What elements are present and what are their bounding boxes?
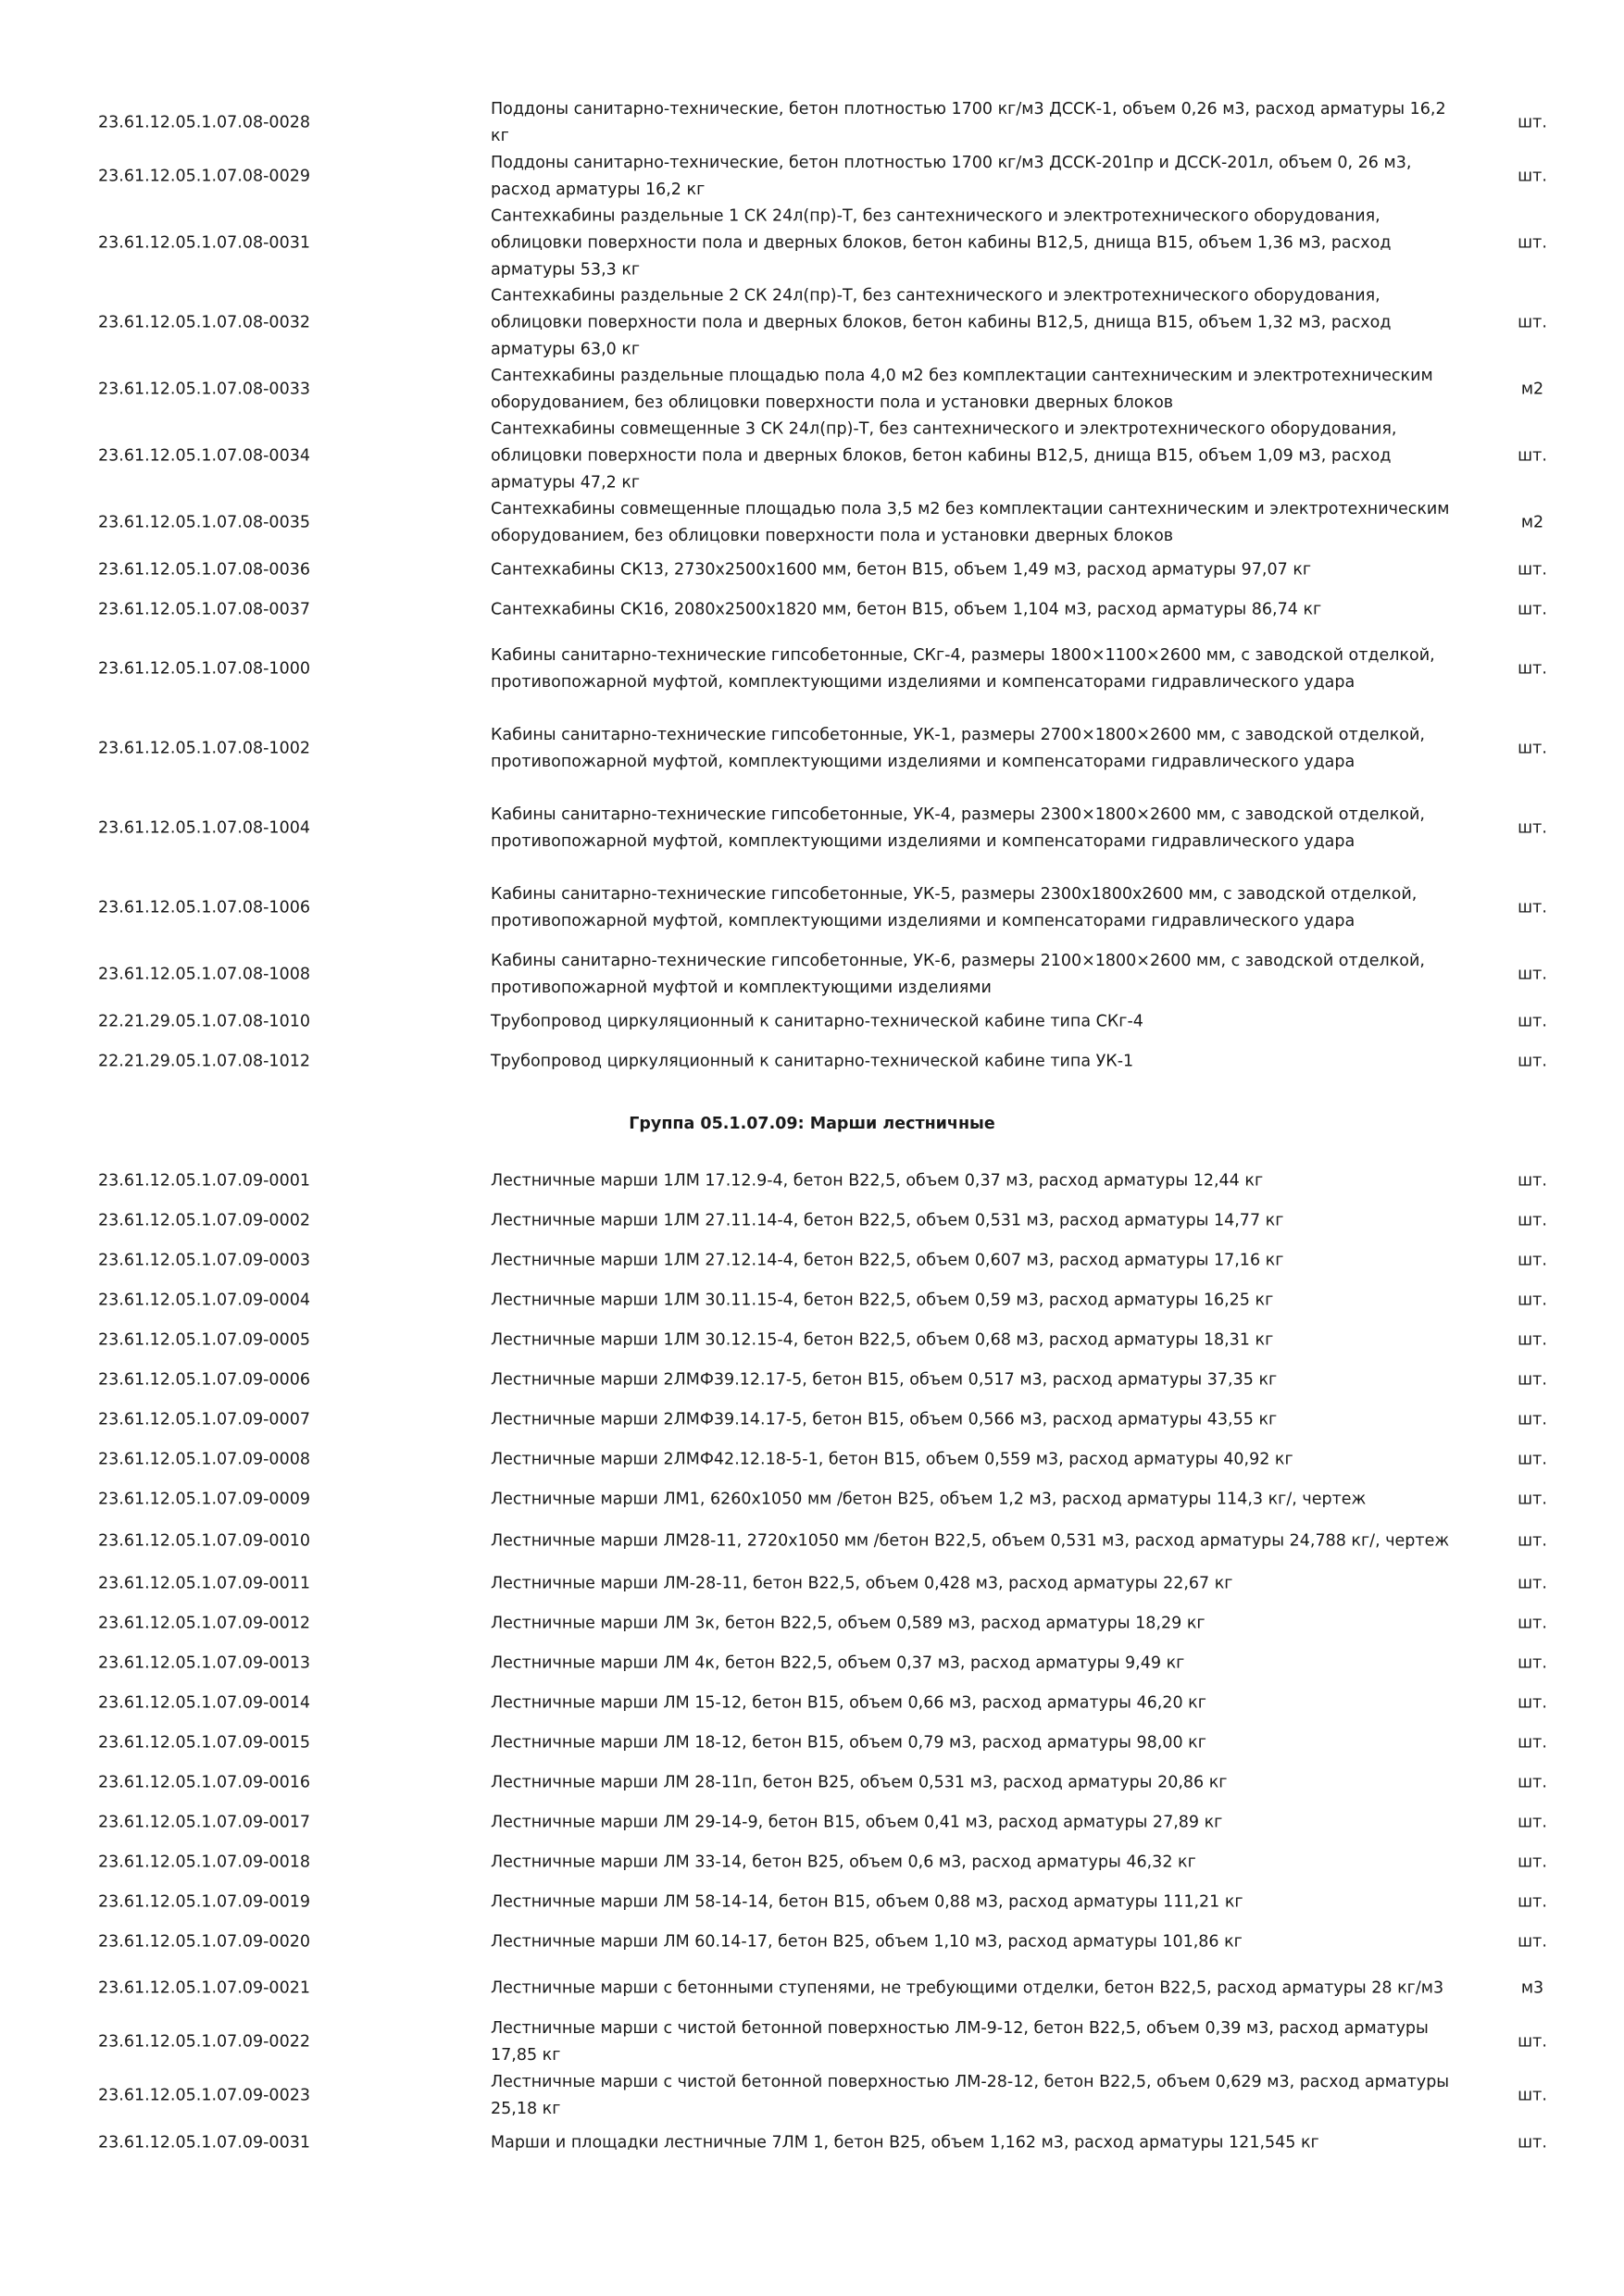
row-unit: шт. [1518,1291,1547,1309]
row-unit: шт. [1518,818,1547,838]
row-name: Лестничные марши с бетонными ступенями, не требующими отделки, бетон В22,5, расход арматуры 28 кг/м3 [491,1978,1444,1998]
row-name: Лестничные марши ЛМ-28-11, бетон В22,5, объем 0,428 м3, расход арматуры 22,67 кг [491,1574,1233,1592]
row-name: Трубопровод циркуляционный к санитарно-технической кабине типа УК-1 [491,1052,1134,1070]
row-code: 23.61.12.05.1.07.08-1004 [98,818,310,838]
table-row [0,709,1624,789]
table-row [0,1603,1624,1643]
row-unit: шт. [1518,1370,1547,1389]
row-unit: шт. [1518,1773,1547,1791]
row-name: Лестничные марши с чистой бетонной поверхностью ЛМ-28-12, бетон В22,5, объем 0,629 м3, расход арматуры 25,18 кг [491,2073,1450,2118]
row-name: Лестничные марши ЛМ 33-14, бетон В25, объем 0,6 м3, расход арматуры 46,32 кг [491,1853,1196,1871]
row-code: 23.61.12.05.1.07.09-0004 [98,1291,310,1309]
group-07-08-table [0,96,1624,1081]
row-name: Лестничные марши ЛМ 18-12, бетон В15, объем 0,79 м3, расход арматуры 98,00 кг [491,1733,1206,1752]
row-unit: м2 [1520,380,1544,399]
row-code: 23.61.12.05.1.07.09-0005 [98,1330,310,1349]
table-row [0,1360,1624,1400]
row-name: Лестничные марши с чистой бетонной поверхностью ЛМ-9-12, бетон В22,5, объем 0,39 м3, расход арматуры 17,85 кг [491,2019,1429,2065]
row-name: Поддоны санитарно-технические, бетон плотностью 1700 кг/м3 ДССК-1, объем 0,26 м3, расход арматуры 16,2 кг [491,100,1446,145]
row-name: Лестничные марши 2ЛМФ39.14.17-5, бетон В15, объем 0,566 м3, расход арматуры 43,55 кг [491,1410,1278,1429]
row-name: Трубопровод циркуляционный к санитарно-технической кабине типа СКг-4 [491,1012,1143,1030]
row-code: 23.61.12.05.1.07.08-0031 [98,233,310,253]
table-row [0,363,1624,417]
row-name: Лестничные марши 2ЛМФ42.12.18-5-1, бетон В15, объем 0,559 м3, расход арматуры 40,92 кг [491,1450,1293,1468]
row-name: Лестничные марши 1ЛМ 27.12.14-4, бетон В22,5, объем 0,607 м3, расход арматуры 17,16 кг [491,1251,1284,1269]
table-row [0,1161,1624,1201]
table-row [0,283,1624,363]
row-code: 23.61.12.05.1.07.08-0037 [98,600,310,618]
row-code: 23.61.12.05.1.07.09-0008 [98,1450,310,1468]
row-unit: шт. [1518,739,1547,758]
row-unit: шт. [1518,1574,1547,1592]
row-code: 23.61.12.05.1.07.09-0010 [98,1531,310,1551]
row-unit: шт. [1518,1012,1547,1030]
row-unit: шт. [1518,313,1547,332]
row-unit: шт. [1518,167,1547,186]
table-row [0,1683,1624,1723]
row-name: Лестничные марши ЛМ 28-11п, бетон В25, объем 0,531 м3, расход арматуры 20,86 кг [491,1773,1228,1791]
table-row [0,1042,1624,1081]
row-unit: шт. [1518,1932,1547,1951]
row-name: Лестничные марши 1ЛМ 17.12.9-4, бетон В22,5, объем 0,37 м3, расход арматуры 12,44 кг [491,1171,1264,1190]
row-unit: шт. [1518,1251,1547,1269]
row-code: 23.61.12.05.1.07.09-0031 [98,2133,310,2152]
table-row [0,1842,1624,1882]
row-code: 23.61.12.05.1.07.09-0021 [98,1978,310,1998]
table-row [0,1440,1624,1479]
row-code: 23.61.12.05.1.07.09-0011 [98,1574,310,1592]
row-unit: шт. [1518,1211,1547,1229]
row-name: Кабины санитарно-технические гипсобетонные, УК-6, размеры 2100×1800×2600 мм, с заводской отделкой, противопожарной муфтой и комплектующими изделиями [491,952,1425,997]
table-row [0,2015,1624,2069]
table-row [0,1479,1624,1519]
row-code: 23.61.12.05.1.07.09-0019 [98,1892,310,1911]
table-row [0,1280,1624,1320]
table-row [0,1962,1624,2015]
table-row [0,150,1624,204]
row-code: 23.61.12.05.1.07.08-0033 [98,380,310,399]
row-name: Лестничные марши ЛМ28-11, 2720х1050 мм /бетон В22,5, объем 0,531 м3, расход арматуры 24,788 кг/, чертеж [491,1531,1450,1551]
row-name: Лестничные марши ЛМ 4к, бетон В22,5, объем 0,37 м3, расход арматуры 9,49 кг [491,1653,1185,1672]
row-code: 23.61.12.05.1.07.08-1000 [98,659,310,679]
table-row [0,1519,1624,1564]
row-code: 23.61.12.05.1.07.09-0015 [98,1733,310,1752]
row-code: 23.61.12.05.1.07.08-0029 [98,167,310,186]
row-code: 23.61.12.05.1.07.08-0036 [98,560,310,579]
row-code: 23.61.12.05.1.07.08-0035 [98,513,310,532]
row-code: 23.61.12.05.1.07.09-0012 [98,1614,310,1632]
row-code: 23.61.12.05.1.07.09-0001 [98,1171,310,1190]
table-row [0,1643,1624,1683]
row-unit: шт. [1518,1733,1547,1752]
table-row [0,550,1624,590]
table-row [0,868,1624,948]
row-code: 23.61.12.05.1.07.08-0028 [98,113,310,132]
row-code: 23.61.12.05.1.07.08-0032 [98,313,310,332]
row-code: 23.61.12.05.1.07.09-0003 [98,1251,310,1269]
row-unit: шт. [1518,600,1547,618]
row-name: Лестничные марши ЛМ1, 6260х1050 мм /бетон В25, объем 1,2 м3, расход арматуры 114,3 кг/, чертеж [491,1490,1367,1508]
row-name: Марши и площадки лестничные 7ЛМ 1, бетон В25, объем 1,162 м3, расход арматуры 121,545 кг [491,2133,1319,2152]
row-unit: шт. [1518,659,1547,679]
row-name: Кабины санитарно-технические гипсобетонные, УК-1, размеры 2700×1800×2600 мм, с заводской отделкой, противопожарной муфтой, комплектующими изделиями и компенсаторами гидравлического удара [491,726,1425,771]
row-unit: шт. [1518,1531,1547,1551]
row-unit: шт. [1518,446,1547,466]
table-row [0,789,1624,868]
row-unit: м3 [1520,1978,1544,1998]
table-row [0,1241,1624,1280]
table-row [0,1320,1624,1360]
table-row [0,2123,1624,2163]
row-unit: шт. [1518,1693,1547,1712]
table-row [0,1882,1624,1922]
row-name: Лестничные марши 2ЛМФ39.12.17-5, бетон В15, объем 0,517 м3, расход арматуры 37,35 кг [491,1370,1278,1389]
row-unit: шт. [1518,560,1547,579]
row-unit: шт. [1518,1813,1547,1831]
row-code: 22.21.29.05.1.07.08-1010 [98,1012,310,1030]
row-name: Лестничные марши ЛМ 15-12, бетон В15, объем 0,66 м3, расход арматуры 46,20 кг [491,1693,1206,1712]
row-unit: шт. [1518,1330,1547,1349]
row-unit: шт. [1518,2133,1547,2152]
table-row [0,2069,1624,2123]
row-name: Лестничные марши 1ЛМ 30.12.15-4, бетон В22,5, объем 0,68 м3, расход арматуры 18,31 кг [491,1330,1274,1349]
table-row [0,1002,1624,1042]
table-row [0,496,1624,550]
row-unit: шт. [1518,233,1547,253]
row-name: Лестничные марши ЛМ 58-14-14, бетон В15, объем 0,88 м3, расход арматуры 111,21 кг [491,1892,1243,1911]
row-unit: шт. [1518,1490,1547,1508]
row-name: Лестничные марши ЛМ 29-14-9, бетон В15, объем 0,41 м3, расход арматуры 27,89 кг [491,1813,1223,1831]
row-name: Поддоны санитарно-технические, бетон плотностью 1700 кг/м3 ДССК-201пр и ДССК-201л, объем 0, 26 м3, расход арматуры 16,2 кг [491,154,1412,199]
row-code: 23.61.12.05.1.07.09-0023 [98,2086,310,2105]
row-name: Сантехкабины раздельные 1 СК 24л(пр)-Т, без сантехнического и электротехнического оборудования, облицовки поверхности пола и дверных блоков, бетон кабины В12,5, днища В15, объем 1,36 м3, расход арматуры 53,3 кг [491,206,1392,280]
row-code: 23.61.12.05.1.07.09-0020 [98,1932,310,1951]
row-name: Лестничные марши ЛМ 3к, бетон В22,5, объем 0,589 м3, расход арматуры 18,29 кг [491,1614,1206,1632]
row-code: 23.61.12.05.1.07.09-0009 [98,1490,310,1508]
table-row [0,1564,1624,1603]
table-row [0,1723,1624,1763]
row-code: 22.21.29.05.1.07.08-1012 [98,1052,310,1070]
table-row [0,1201,1624,1241]
row-code: 23.61.12.05.1.07.08-1008 [98,965,310,984]
row-unit: шт. [1518,965,1547,984]
row-code: 23.61.12.05.1.07.09-0017 [98,1813,310,1831]
row-unit: шт. [1518,113,1547,132]
row-name: Сантехкабины раздельные площадью пола 4,0 м2 без комплектации сантехническим и электротехническим оборудованием, без облицовки поверхности пола и установки дверных блоков [491,367,1433,412]
table-row [0,630,1624,709]
table-row [0,96,1624,150]
row-unit: шт. [1518,2032,1547,2052]
row-unit: шт. [1518,2086,1547,2105]
row-code: 23.61.12.05.1.07.08-0034 [98,446,310,466]
row-unit: шт. [1518,1853,1547,1871]
row-unit: шт. [1518,898,1547,917]
row-unit: м2 [1520,513,1544,532]
row-unit: шт. [1518,1653,1547,1672]
row-name: Сантехкабины совмещенные 3 СК 24л(пр)-Т, без сантехнического и электротехнического оборудования, облицовки поверхности пола и дверных блоков, бетон кабины В12,5, днища В15, объем 1,09 м3, расход арматуры 47,2 кг [491,419,1397,493]
row-unit: шт. [1518,1892,1547,1911]
row-code: 23.61.12.05.1.07.09-0016 [98,1773,310,1791]
group-title: Группа 05.1.07.09: Марши лестничные [629,1115,995,1133]
row-code: 23.61.12.05.1.07.09-0007 [98,1410,310,1429]
row-name: Кабины санитарно-технические гипсобетонные, УК-4, размеры 2300×1800×2600 мм, с заводской отделкой, противопожарной муфтой, комплектующими изделиями и компенсаторами гидравлического удара [491,805,1425,851]
row-unit: шт. [1518,1450,1547,1468]
row-name: Лестничные марши ЛМ 60.14-17, бетон В25, объем 1,10 м3, расход арматуры 101,86 кг [491,1932,1243,1951]
row-code: 23.61.12.05.1.07.09-0002 [98,1211,310,1229]
table-row [0,204,1624,283]
row-unit: шт. [1518,1052,1547,1070]
row-unit: шт. [1518,1410,1547,1429]
table-row [0,1763,1624,1803]
table-row [0,1922,1624,1962]
row-code: 23.61.12.05.1.07.08-1002 [98,739,310,758]
row-unit: шт. [1518,1614,1547,1632]
row-code: 23.61.12.05.1.07.09-0014 [98,1693,310,1712]
table-row [0,417,1624,496]
row-code: 23.61.12.05.1.07.09-0018 [98,1853,310,1871]
row-name: Сантехкабины раздельные 2 СК 24л(пр)-Т, без сантехнического и электротехнического оборудования, облицовки поверхности пола и дверных блоков, бетон кабины В12,5, днища В15, объем 1,32 м3, расход арматуры 63,0 кг [491,286,1392,359]
group-07-09-table [0,1161,1624,2163]
table-row [0,590,1624,630]
row-code: 23.61.12.05.1.07.09-0022 [98,2032,310,2052]
row-code: 23.61.12.05.1.07.09-0013 [98,1653,310,1672]
row-unit: шт. [1518,1171,1547,1190]
table-row [0,1400,1624,1440]
row-name: Сантехкабины совмещенные площадью пола 3,5 м2 без комплектации сантехническим и электротехническим оборудованием, без облицовки поверхности пола и установки дверных блоков [491,500,1450,545]
table-row [0,1803,1624,1842]
row-name: Лестничные марши 1ЛМ 27.11.14-4, бетон В22,5, объем 0,531 м3, расход арматуры 14,77 кг [491,1211,1284,1229]
table-row [0,948,1624,1002]
row-code: 23.61.12.05.1.07.08-1006 [98,898,310,917]
row-name: Лестничные марши 1ЛМ 30.11.15-4, бетон В22,5, объем 0,59 м3, расход арматуры 16,25 кг [491,1291,1274,1309]
row-name: Сантехкабины СК16, 2080х2500х1820 мм, бетон В15, объем 1,104 м3, расход арматуры 86,74 кг [491,600,1322,618]
row-name: Сантехкабины СК13, 2730х2500х1600 мм, бетон В15, объем 1,49 м3, расход арматуры 97,07 кг [491,560,1312,579]
row-name: Кабины санитарно-технические гипсобетонные, СКг-4, размеры 1800×1100×2600 мм, с заводской отделкой, противопожарной муфтой, комплектующими изделиями и компенсаторами гидравлического удара [491,646,1435,692]
row-code: 23.61.12.05.1.07.09-0006 [98,1370,310,1389]
row-name: Кабины санитарно-технические гипсобетонные, УК-5, размеры 2300х1800х2600 мм, с заводской отделкой, противопожарной муфтой, комплектующими изделиями и компенсаторами гидравлического удара [491,885,1418,930]
